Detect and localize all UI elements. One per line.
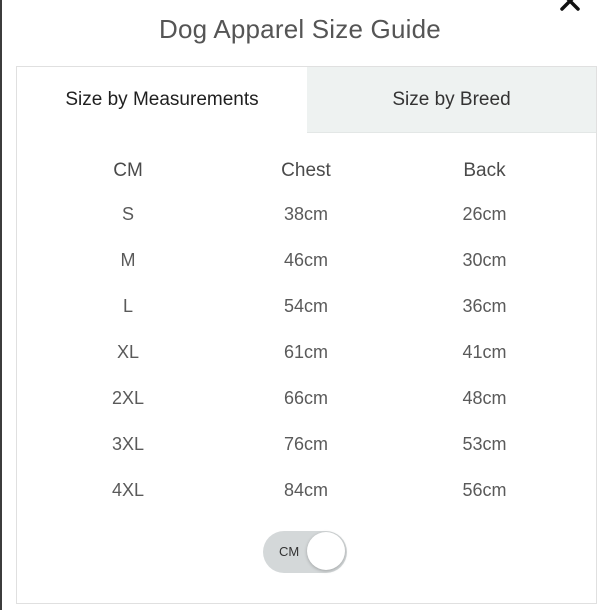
chest-cell: 76cm: [283, 433, 328, 454]
chest-cell: 84cm: [283, 479, 328, 500]
table-row: [17, 421, 596, 467]
back-cell: 56cm: [462, 479, 507, 500]
tab-size-by-measurements[interactable]: Size by Measurements: [17, 67, 307, 133]
chest-cell: 61cm: [283, 341, 328, 362]
chest-cell: 66cm: [283, 387, 328, 408]
chest-cell: 46cm: [283, 249, 328, 270]
back-cell: 26cm: [462, 203, 507, 224]
size-cell: 3XL: [111, 433, 145, 454]
modal-title: Dog Apparel Size Guide: [159, 14, 441, 44]
size-cell: 2XL: [111, 387, 145, 408]
size-cell: M: [120, 249, 136, 270]
column-header-back: Back: [463, 160, 506, 181]
back-cell: 30cm: [462, 249, 507, 270]
column-header-chest: Chest: [281, 160, 331, 181]
column-header-size: CM: [113, 160, 143, 181]
close-button[interactable]: [556, 0, 584, 12]
chest-cell: 54cm: [283, 295, 328, 316]
size-cell: 4XL: [111, 479, 145, 500]
size-guide-tabs: [17, 67, 596, 133]
table-row: [17, 375, 596, 421]
back-cell: 53cm: [462, 433, 507, 454]
back-cell: 36cm: [462, 295, 507, 316]
table-row: [17, 467, 596, 513]
tab-size-by-breed[interactable]: Size by Breed: [307, 67, 596, 133]
size-guide-panel: [16, 66, 597, 604]
window-edge: [0, 0, 2, 610]
table-row: [17, 283, 596, 329]
back-cell: 48cm: [462, 387, 507, 408]
table-row: [17, 237, 596, 283]
size-cell: XL: [116, 341, 140, 362]
unit-toggle[interactable]: [263, 531, 347, 573]
unit-toggle-label: CM: [279, 544, 300, 559]
toggle-knob: [307, 532, 345, 570]
size-cell: L: [122, 295, 133, 316]
size-table: [17, 151, 596, 513]
close-icon: [559, 0, 581, 12]
chest-cell: 38cm: [283, 203, 328, 224]
table-header-row: [17, 151, 596, 191]
size-cell: S: [121, 203, 134, 224]
back-cell: 41cm: [462, 341, 507, 362]
table-row: [17, 329, 596, 375]
table-row: [17, 191, 596, 237]
